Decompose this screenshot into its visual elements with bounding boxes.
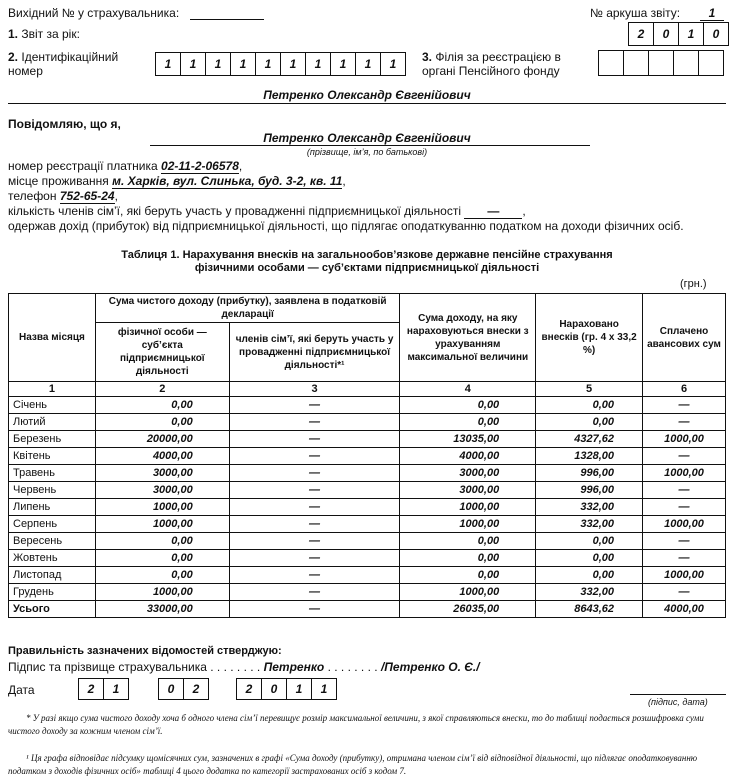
branch-digit bbox=[598, 50, 624, 76]
cell-family[interactable]: — bbox=[229, 465, 400, 482]
date-digit: 1 bbox=[104, 678, 129, 700]
col-number: 6 bbox=[643, 382, 726, 397]
address-value[interactable]: м. Харків, вул. Слинька, буд. 3-2, кв. 11 bbox=[112, 174, 343, 188]
cell-family[interactable]: — bbox=[229, 414, 400, 431]
cell-accrued[interactable]: 332,00 bbox=[536, 516, 643, 533]
cell-individual[interactable]: 0,00 bbox=[95, 414, 229, 431]
sheet-number-value[interactable]: 1 bbox=[700, 6, 724, 21]
date-month-cells[interactable] bbox=[158, 678, 209, 700]
id-digit: 1 bbox=[231, 52, 256, 76]
table-title-line1: Таблиця 1. Нарахування внесків на загальнообов’язкове державне пенсійне страхування bbox=[121, 249, 613, 261]
table-row bbox=[9, 431, 726, 448]
cell-individual[interactable]: 1000,00 bbox=[95, 516, 229, 533]
cell-family[interactable]: — bbox=[229, 499, 400, 516]
divider bbox=[8, 103, 726, 104]
header-individual: фізичної особи — суб’єкта підприємницької діяльності bbox=[95, 323, 229, 382]
id-number-label: 2. Ідентифікаційний номер bbox=[8, 50, 119, 78]
cell-paid[interactable]: 1000,00 bbox=[643, 431, 726, 448]
year-digit: 0 bbox=[654, 22, 679, 46]
name-caption: (прізвище, ім’я, по батькові) bbox=[306, 147, 428, 157]
table-row bbox=[9, 533, 726, 550]
phone-line: телефон 752-65-24, bbox=[8, 189, 118, 203]
table-row bbox=[9, 448, 726, 465]
cell-family[interactable]: — bbox=[229, 550, 400, 567]
family-value[interactable]: — bbox=[464, 204, 522, 219]
footnote-2: ¹ Ця графа відповідає підсумку щомісячних сум, зазначених в графі «Сума доходу (прибутку), отримана членом сім’ї від відповідної діяльності, що підлягає оподатковуванню податком з доходів фізичних осіб» таблиці 4 цього додатка по категорії застрахованих осіб з кодом 7. bbox=[8, 753, 698, 776]
cell-individual[interactable]: 0,00 bbox=[95, 550, 229, 567]
phone-value[interactable]: 752-65-24 bbox=[59, 189, 115, 203]
month-cell: Січень bbox=[9, 397, 96, 414]
cell-base[interactable]: 1000,00 bbox=[400, 499, 536, 516]
cell-accrued[interactable]: 332,00 bbox=[536, 584, 643, 601]
cell-base[interactable]: 13035,00 bbox=[400, 431, 536, 448]
date-digit: 2 bbox=[78, 678, 104, 700]
branch-digit bbox=[624, 50, 649, 76]
id-digit: 1 bbox=[306, 52, 331, 76]
branch-digit bbox=[674, 50, 699, 76]
table-total-row bbox=[9, 601, 726, 618]
cell-paid[interactable]: — bbox=[643, 533, 726, 550]
sheet-number-label: № аркуша звіту: bbox=[590, 6, 681, 20]
cell-accrued[interactable]: 0,00 bbox=[536, 533, 643, 550]
cell-individual[interactable]: 1000,00 bbox=[95, 499, 229, 516]
month-cell: Лютий bbox=[9, 414, 96, 431]
cell-individual[interactable]: 0,00 bbox=[95, 533, 229, 550]
cell-base[interactable]: 1000,00 bbox=[400, 584, 536, 601]
cell-paid[interactable]: — bbox=[643, 499, 726, 516]
month-cell: Жовтень bbox=[9, 550, 96, 567]
header-family: членів сім’ї, які беруть участь у провадженні підприємницької діяльності*¹ bbox=[229, 323, 400, 382]
header-net-income: Сума чистого доходу (прибутку), заявлена в податковій декларації bbox=[95, 294, 400, 323]
cell-base[interactable]: 0,00 bbox=[400, 550, 536, 567]
col-number: 4 bbox=[400, 382, 536, 397]
contributions-table bbox=[8, 293, 726, 618]
registration-line: номер реєстрації платника 02-11-2-06578, bbox=[8, 159, 243, 173]
col-number: 1 bbox=[9, 382, 96, 397]
col-number: 2 bbox=[95, 382, 229, 397]
id-digit: 1 bbox=[206, 52, 231, 76]
table-row bbox=[9, 550, 726, 567]
id-digit: 1 bbox=[356, 52, 381, 76]
cell-paid[interactable]: 1000,00 bbox=[643, 516, 726, 533]
family-line: кількість членів сім’ї, які беруть участь у провадженні підприємницької діяльності — , bbox=[8, 204, 526, 218]
cell-paid[interactable]: 1000,00 bbox=[643, 465, 726, 482]
total-family: — bbox=[229, 601, 400, 618]
cell-accrued[interactable]: 0,00 bbox=[536, 397, 643, 414]
report-year-cells[interactable] bbox=[628, 22, 729, 46]
year-digit: 0 bbox=[704, 22, 729, 46]
cell-base[interactable]: 3000,00 bbox=[400, 482, 536, 499]
month-cell: Грудень bbox=[9, 584, 96, 601]
month-cell: Травень bbox=[9, 465, 96, 482]
cell-base[interactable]: 0,00 bbox=[400, 397, 536, 414]
total-accrued: 8643,62 bbox=[536, 601, 643, 618]
cell-individual[interactable]: 1000,00 bbox=[95, 584, 229, 601]
id-digit: 1 bbox=[181, 52, 206, 76]
col-number: 5 bbox=[536, 382, 643, 397]
year-digit: 1 bbox=[679, 22, 704, 46]
signature-line: Підпис та прізвище страхувальника . . . . . . . . Петренко . . . . . . . . /Петренко О. Є./ bbox=[8, 660, 480, 674]
total-paid: 4000,00 bbox=[643, 601, 726, 618]
total-individual: 33000,00 bbox=[95, 601, 229, 618]
month-cell: Червень bbox=[9, 482, 96, 499]
cell-base[interactable]: 1000,00 bbox=[400, 516, 536, 533]
confirm-text: Правильність зазначених відомостей стверджую: bbox=[8, 645, 282, 657]
cell-family[interactable]: — bbox=[229, 584, 400, 601]
cell-accrued[interactable]: 996,00 bbox=[536, 482, 643, 499]
address-line: місце проживання м. Харків, вул. Слинька, буд. 3-2, кв. 11, bbox=[8, 174, 346, 188]
cell-individual[interactable]: 20000,00 bbox=[95, 431, 229, 448]
table-row bbox=[9, 482, 726, 499]
header-base: Сума доходу, на яку нараховуються внески з урахуванням максимальної величини bbox=[400, 294, 536, 382]
table-unit: (грн.) bbox=[680, 278, 707, 290]
cell-paid[interactable]: — bbox=[643, 584, 726, 601]
month-cell: Листопад bbox=[9, 567, 96, 584]
name-underline bbox=[150, 145, 590, 146]
cell-family[interactable]: — bbox=[229, 516, 400, 533]
branch-digit bbox=[699, 50, 724, 76]
footnote-1: * У разі якщо сума чистого доходу хоча б одного члена сім’ї перевищує розмір максимальної величини, з якої справляються внески, то до таблиці подається розшифровка суми чистого доходу за кожним членом сім’ї. bbox=[8, 713, 704, 736]
cell-individual[interactable]: 4000,00 bbox=[95, 448, 229, 465]
id-number-cells[interactable] bbox=[155, 52, 406, 76]
cell-individual[interactable]: 0,00 bbox=[95, 397, 229, 414]
date-digit: 0 bbox=[262, 678, 287, 700]
month-cell: Серпень bbox=[9, 516, 96, 533]
payer-name: Петренко Олександр Євгенійович bbox=[263, 88, 471, 102]
id-digit: 1 bbox=[256, 52, 281, 76]
signature-date-line[interactable] bbox=[630, 694, 726, 695]
month-cell: Березень bbox=[9, 431, 96, 448]
cell-paid[interactable]: — bbox=[643, 482, 726, 499]
notice-name: Петренко Олександр Євгенійович bbox=[263, 131, 471, 145]
table-row bbox=[9, 397, 726, 414]
id-digit: 1 bbox=[381, 52, 406, 76]
total-label: Усього bbox=[9, 601, 96, 618]
income-line: одержав дохід (прибуток) від підприємницької діяльності, що підлягає оподаткуванню податком на доходи фізичних осіб. bbox=[8, 219, 684, 233]
cell-paid[interactable]: — bbox=[643, 550, 726, 567]
header-accrued: Нараховано внесків (гр. 4 х 33,2 %) bbox=[536, 294, 643, 382]
date-day-cells[interactable] bbox=[78, 678, 129, 700]
total-base: 26035,00 bbox=[400, 601, 536, 618]
cell-base[interactable]: 3000,00 bbox=[400, 465, 536, 482]
registration-value[interactable]: 02-11-2-06578 bbox=[161, 159, 239, 173]
table-title-line2: фізичними особами — суб’єктами підприємницької діяльності bbox=[194, 262, 540, 274]
cell-family[interactable]: — bbox=[229, 533, 400, 550]
cell-family[interactable]: — bbox=[229, 567, 400, 584]
notice-intro: Повідомляю, що я, bbox=[8, 117, 121, 131]
cell-accrued[interactable]: 996,00 bbox=[536, 465, 643, 482]
month-cell: Вересень bbox=[9, 533, 96, 550]
id-digit: 1 bbox=[331, 52, 356, 76]
cell-accrued[interactable]: 4327,62 bbox=[536, 431, 643, 448]
table-row bbox=[9, 567, 726, 584]
report-year-label: 1. Звіт за рік: bbox=[8, 27, 80, 41]
date-digit: 0 bbox=[158, 678, 184, 700]
branch-label: 3. Філія за реєстрацією в органі Пенсійного фонду bbox=[422, 50, 561, 78]
cell-base[interactable]: 0,00 bbox=[400, 533, 536, 550]
year-digit: 2 bbox=[628, 22, 654, 46]
month-cell: Квітень bbox=[9, 448, 96, 465]
table-row bbox=[9, 584, 726, 601]
cell-family[interactable]: — bbox=[229, 397, 400, 414]
cell-base[interactable]: 0,00 bbox=[400, 414, 536, 431]
col-number: 3 bbox=[229, 382, 400, 397]
cell-base[interactable]: 0,00 bbox=[400, 567, 536, 584]
month-cell: Липень bbox=[9, 499, 96, 516]
table-row bbox=[9, 499, 726, 516]
cell-individual[interactable]: 0,00 bbox=[95, 567, 229, 584]
id-digit: 1 bbox=[155, 52, 181, 76]
cell-individual[interactable]: 3000,00 bbox=[95, 482, 229, 499]
cell-accrued[interactable]: 332,00 bbox=[536, 499, 643, 516]
cell-paid[interactable]: — bbox=[643, 414, 726, 431]
signature-date-caption: (підпис, дата) bbox=[648, 697, 708, 707]
outgoing-number-field[interactable] bbox=[190, 18, 264, 20]
cell-family[interactable]: — bbox=[229, 482, 400, 499]
id-digit: 1 bbox=[281, 52, 306, 76]
cell-accrued[interactable]: 0,00 bbox=[536, 414, 643, 431]
cell-accrued[interactable]: 1328,00 bbox=[536, 448, 643, 465]
signature-full-name[interactable]: /Петренко О. Є./ bbox=[380, 660, 480, 674]
table-row bbox=[9, 465, 726, 482]
date-digit: 1 bbox=[312, 678, 337, 700]
cell-accrued[interactable]: 0,00 bbox=[536, 567, 643, 584]
branch-digit bbox=[649, 50, 674, 76]
header-paid: Сплачено авансових сум bbox=[643, 294, 726, 382]
table-row bbox=[9, 516, 726, 533]
cell-family[interactable]: — bbox=[229, 448, 400, 465]
date-digit: 2 bbox=[236, 678, 262, 700]
cell-paid[interactable]: — bbox=[643, 448, 726, 465]
cell-individual[interactable]: 3000,00 bbox=[95, 465, 229, 482]
cell-accrued[interactable]: 0,00 bbox=[536, 550, 643, 567]
date-digit: 1 bbox=[287, 678, 312, 700]
header-month: Назва місяця bbox=[9, 294, 96, 382]
outgoing-number-label: Вихідний № у страхувальника: bbox=[8, 6, 180, 20]
date-digit: 2 bbox=[184, 678, 209, 700]
date-label: Дата bbox=[8, 683, 35, 697]
signature-surname[interactable]: Петренко bbox=[263, 660, 325, 674]
table-row bbox=[9, 414, 726, 431]
cell-family[interactable]: — bbox=[229, 431, 400, 448]
cell-base[interactable]: 4000,00 bbox=[400, 448, 536, 465]
date-year-cells[interactable] bbox=[236, 678, 337, 700]
cell-paid[interactable]: 1000,00 bbox=[643, 567, 726, 584]
branch-cells[interactable] bbox=[598, 50, 724, 76]
cell-paid[interactable]: — bbox=[643, 397, 726, 414]
